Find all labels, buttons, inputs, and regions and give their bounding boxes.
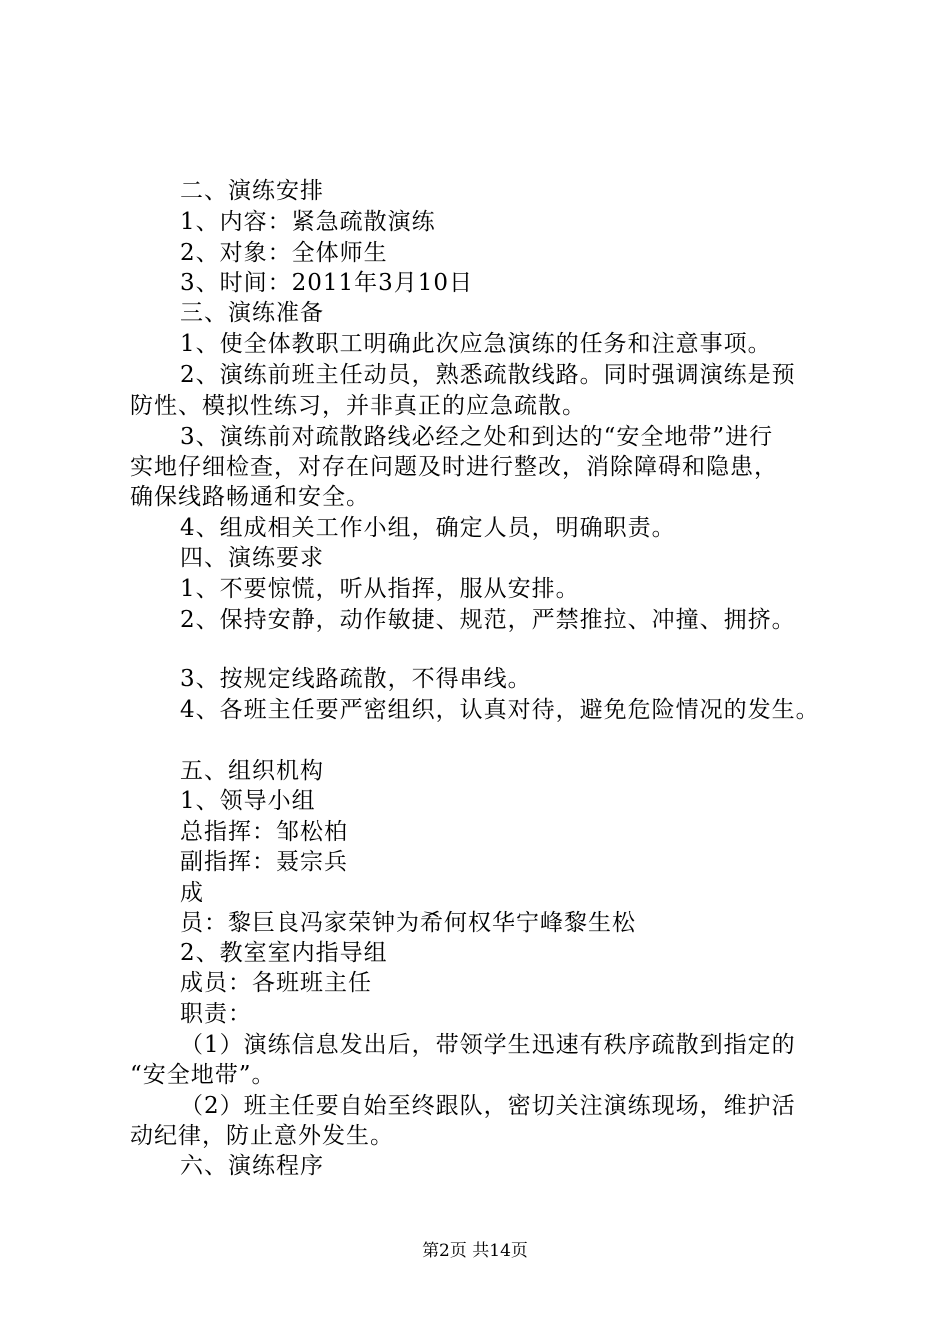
text-line: 职责：	[180, 1001, 252, 1027]
text-line: 成	[180, 880, 204, 906]
text-line: 4、组成相关工作小组，确定人员，明确职责。	[180, 515, 676, 541]
section-heading: 四、演练要求	[180, 545, 324, 571]
section-heading: 二、演练安排	[180, 178, 324, 204]
text-line: （1）演练信息发出后，带领学生迅速有秩序疏散到指定的	[180, 1032, 796, 1058]
text-line: 3、演练前对疏散路线必经之处和到达的“安全地带”进行	[180, 424, 774, 450]
text-line: 员：黎巨良冯家荣钟为希何权华宁峰黎生松	[180, 910, 636, 936]
text-line: 副指挥：聂宗兵	[180, 849, 348, 875]
text-line: 1、不要惊慌，听从指挥，服从安排。	[180, 576, 580, 602]
section-heading: 六、演练程序	[180, 1153, 324, 1179]
text-line: 防性、模拟性练习，并非真正的应急疏散。	[130, 393, 586, 419]
section-heading: 五、组织机构	[180, 758, 324, 784]
text-line: 1、领导小组	[180, 788, 316, 814]
text-line: 动纪律，防止意外发生。	[130, 1123, 394, 1149]
text-line: 1、使全体教职工明确此次应急演练的任务和注意事项。	[180, 331, 772, 357]
text-line: 2、教室室内指导组	[180, 940, 388, 966]
text-line: 2、对象：全体师生	[180, 240, 388, 266]
section-heading: 三、演练准备	[180, 300, 324, 326]
text-line: 2、保持安静，动作敏捷、规范，严禁推拉、冲撞、拥挤。	[180, 607, 796, 633]
text-line: （2）班主任要自始至终跟队，密切关注演练现场，维护活	[180, 1093, 796, 1119]
page-number-footer: 第2页 共14页	[422, 1241, 528, 1261]
text-line: 总指挥：邹松柏	[180, 819, 348, 845]
text-line: 3、时间：2011年3月10日	[180, 270, 474, 296]
text-line: 2、演练前班主任动员，熟悉疏散线路。同时强调演练是预	[180, 362, 796, 388]
text-line: 1、内容：紧急疏散演练	[180, 209, 436, 235]
text-line: “安全地带”。	[130, 1062, 276, 1088]
text-line: 3、按规定线路疏散，不得串线。	[180, 666, 532, 692]
text-line: 4、各班主任要严密组织，认真对待，避免危险情况的发生。	[180, 697, 820, 723]
text-line: 确保线路畅通和安全。	[130, 484, 370, 510]
text-line: 实地仔细检查，对存在问题及时进行整改，消除障碍和隐患，	[130, 454, 778, 480]
text-line: 成员：各班班主任	[180, 970, 372, 996]
